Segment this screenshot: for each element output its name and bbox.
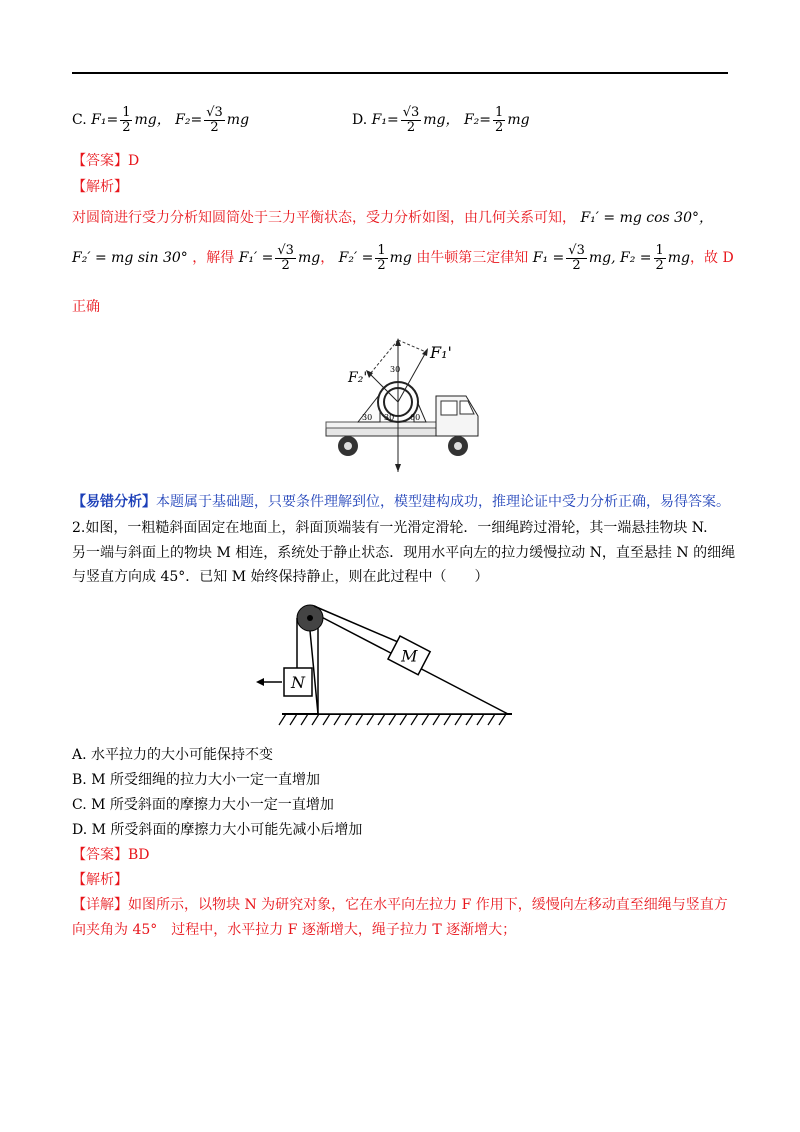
angle-label: 30 [362,413,373,422]
detail-text: 如图所示，以物块 N 为研究对象，它在水平向左拉力 F 作用下，缓慢向左移动直至细绳与竖直方 [128,897,728,913]
ground-hatch [389,714,396,725]
q2-detail-line1 [72,894,728,914]
frac-num: 1 [495,105,504,120]
option-c-f1-tail: mg， [134,112,171,129]
eq-tail: mg, [588,250,616,267]
frac-num: 1 [655,243,664,258]
f2-prime-label: F₂' [348,370,368,386]
option-d-f1: F₁= [371,112,399,129]
q2-option-b: B. M 所受细绳的拉力大小一定一直增加 [72,772,320,788]
option-c-f2-tail: mg [226,112,250,129]
answer-label: 【答案】 [72,153,128,169]
q2-line2: 另一端与斜面上的物块 M 相连，系统处于静止状态．现用水平向左的拉力缓慢拉动 N，直至悬挂 N 的细绳 [72,545,736,561]
frac-num: √3 [568,243,585,258]
ground-hatch [312,714,319,725]
ground-hatch [290,714,297,725]
option-c-f1-frac [120,106,132,134]
analysis-text: 对圆筒进行受力分析知圆筒处于三力平衡状态，受力分析如图，由几何关系可知， [72,210,576,226]
eq-tail: mg [389,250,412,267]
eq-f1n-frac [566,244,587,272]
angle-label: 30 [384,413,395,422]
q2-option-d: D. M 所受斜面的摩擦力大小可能先减小后增加 [72,822,363,838]
truck-force-diagram [318,334,488,474]
frac-den: 2 [281,257,290,273]
frac-den: 2 [495,119,504,135]
analysis-text: ， [320,250,335,267]
frac-den: 2 [122,119,131,135]
option-c [72,106,249,134]
q2-detail-line2: 向夹角为 45° 过程中，水平拉力 F 逐渐增大，绳子拉力 T 逐渐增大； [72,922,517,938]
ground-hatch [477,714,484,725]
q2-line3: 与竖直方向成 45°．已知 M 始终保持静止，则在此过程中（ ） [72,569,489,585]
detail-label: 【详解】 [72,897,128,913]
eq-f2: F₂ = [619,250,652,267]
eq-f1: F₁ = [532,250,565,267]
frac-den: 2 [210,119,219,135]
answer-label: 【答案】 [72,847,128,863]
frac-den: 2 [377,257,386,273]
frac-den: 2 [572,257,581,273]
analysis-text: ，故 D [690,250,734,267]
frac-num: √3 [206,105,223,120]
eq-f2-prime: F₂′ = [338,250,374,267]
frac-num: 1 [377,243,386,258]
q2-option-c: C. M 所受斜面的摩擦力大小一定一直增加 [72,797,334,813]
ground-hatch [455,714,462,725]
eq-f2-sin: F₂′ = mg sin 30° [72,250,188,267]
analysis-eq: F₁′ = mg cos 30°， [580,210,713,226]
ground-hatch [323,714,330,725]
ground-hatch [444,714,451,725]
q1-analysis-label: 【解析】 [72,179,128,195]
option-d [352,106,530,134]
ground-hatch [466,714,473,725]
q2-option-a: A. 水平拉力的大小可能保持不变 [72,747,274,763]
option-c-f2: F₂= [175,112,203,129]
f1-prime-label: F₁' [430,343,452,362]
eq-f2n-frac [654,244,666,272]
ground-hatch [334,714,341,725]
ground-hatch [400,714,407,725]
incline-pulley-diagram [250,598,520,728]
frac-den: 2 [655,257,664,273]
eq-tail: mg [667,250,691,267]
q1-error-analysis [72,491,730,511]
frac-den: 2 [406,119,416,135]
ground-hatch [488,714,495,725]
option-d-f1-tail: mg， [423,112,460,129]
q1-analysis-line2 [72,244,734,272]
eq-f2-frac [375,244,387,272]
eq-f1-frac [275,244,296,272]
option-c-f2-frac [204,106,225,134]
ground-hatch [378,714,385,725]
q2-line1: 2.如图，一粗糙斜面固定在地面上，斜面顶端装有一光滑定滑轮．一细绳跨过滑轮，其一端悬挂物块 N. [72,520,708,536]
option-c-label: C. [72,112,87,129]
ground-hatch [422,714,429,725]
ground-hatch [499,714,506,725]
angle-label: 30 [390,365,401,374]
analysis-text: 由牛顿第三定律知 [416,250,529,267]
eq-tail: mg [297,250,321,267]
q1-analysis-line3: 正确 [72,299,100,315]
q2-answer [72,844,150,864]
ground-hatch [356,714,363,725]
q1-analysis-line1 [72,207,713,227]
ground-hatch [279,714,286,725]
ground-hatch [433,714,440,725]
option-d-label: D. [352,112,368,129]
option-c-f1: F₁= [91,112,119,129]
answer-value: D [128,153,140,169]
q2-analysis-label: 【解析】 [72,872,128,888]
frac-num: √3 [402,105,420,120]
eq-f1-prime: F₁′ = [238,250,274,267]
angle-label: 60 [410,413,421,422]
error-label: 【易错分析】 [72,494,156,510]
ground-hatch [411,714,418,725]
frac-num: 1 [122,105,131,120]
ground-hatch [367,714,374,725]
analysis-text: ，解得 [192,250,235,267]
ground-hatch [301,714,308,725]
block-m-label: M [401,646,418,666]
block-n-label: N [291,673,305,692]
frac-num: √3 [277,243,294,258]
answer-value: BD [128,847,150,863]
ground-hatch [345,714,352,725]
header-rule [72,72,728,74]
error-text: 本题属于基础题，只要条件理解到位，模型建构成功，推理论证中受力分析正确，易得答案。 [156,494,730,510]
option-d-f1-frac [401,106,422,134]
option-d-f2-frac [493,106,505,134]
q1-answer [72,150,139,170]
option-d-f2: F₂= [463,112,492,129]
option-d-f2-tail: mg [507,112,530,129]
